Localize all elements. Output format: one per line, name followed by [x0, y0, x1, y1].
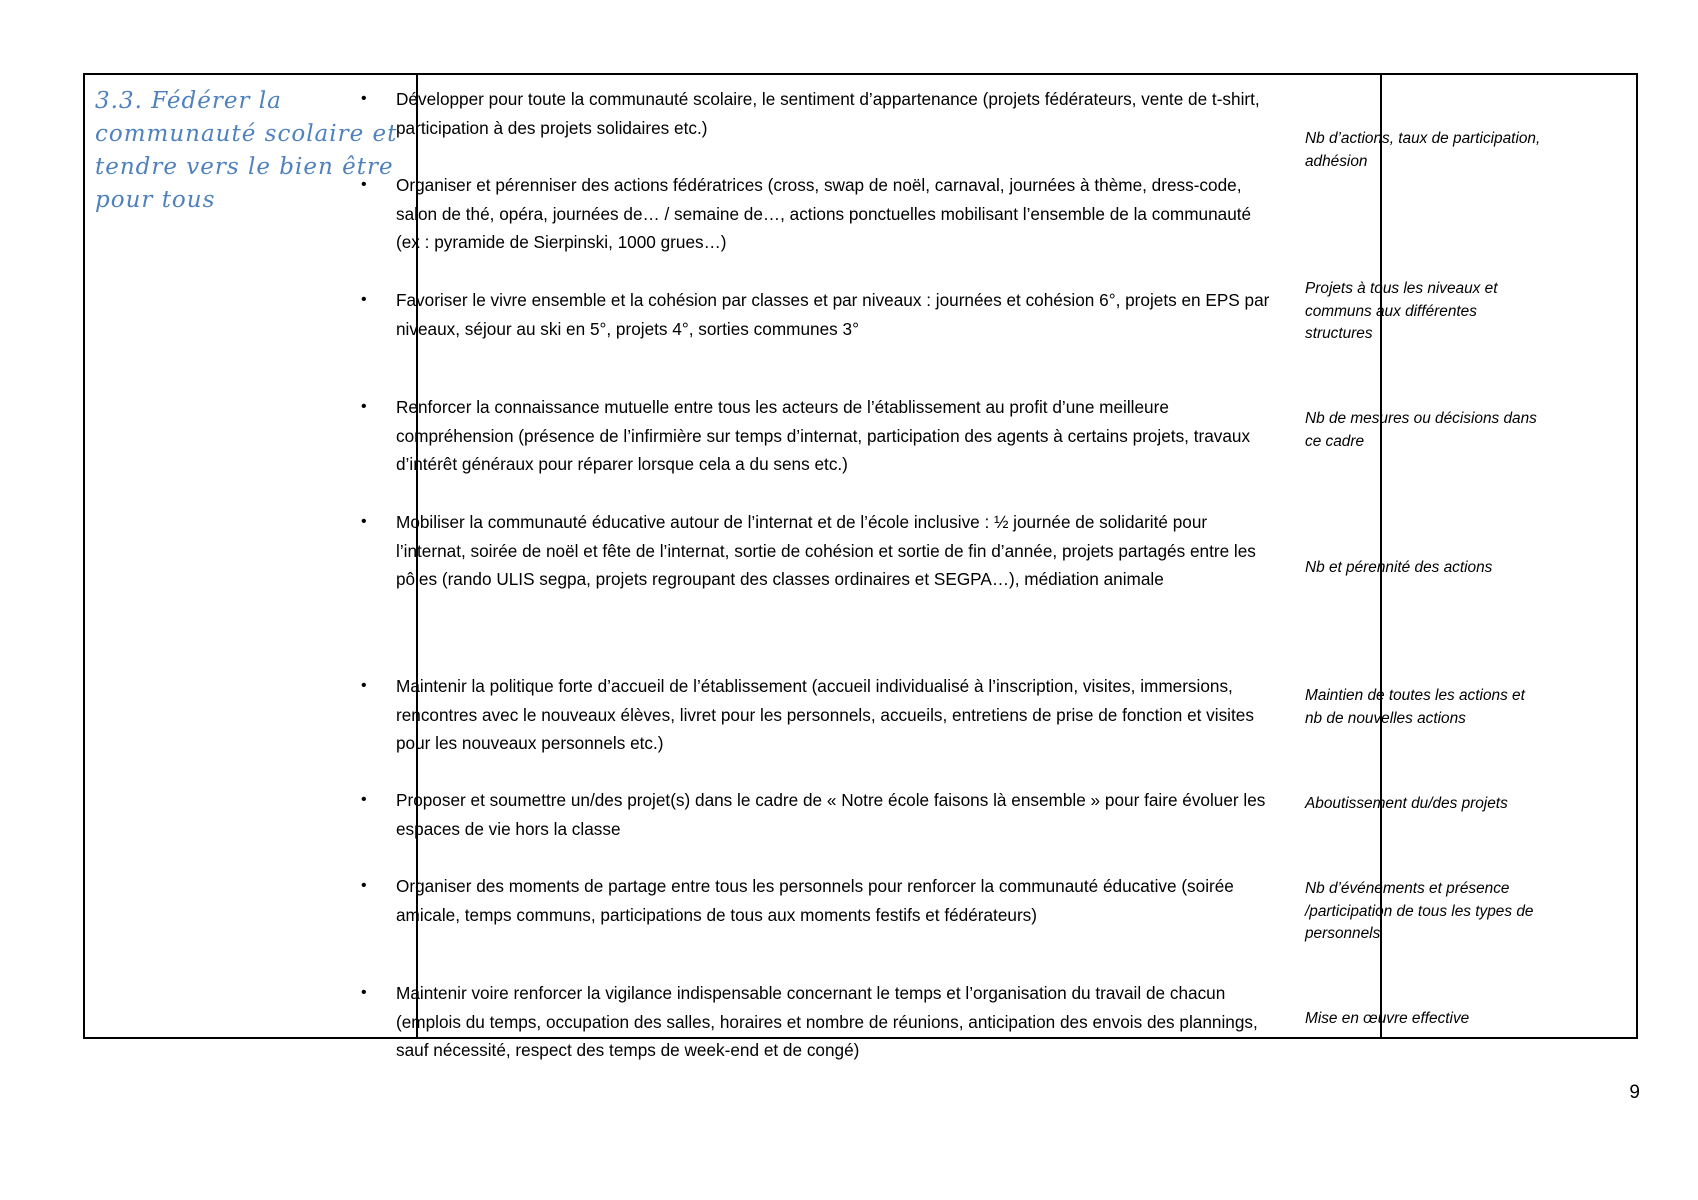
indicator-text: Projets à tous les niveaux et communs aux différentes structures — [1305, 280, 1498, 342]
indicator-text: Nb d’actions, taux de participation, adhésion — [1305, 130, 1541, 170]
bullet-icon: • — [361, 677, 367, 694]
action-item — [361, 672, 1276, 758]
action-text: Maintenir voire renforcer la vigilance indispensable concernant le temps et l’organisation du travail de chacun (emplois du temps, occupation des salles, horaires et nombre de réunions, anticipation des envois des plannings, sauf nécessité, respect des temps de week-end et de congé) — [396, 983, 1258, 1060]
action-text: Organiser et pérenniser des actions fédératrices (cross, swap de noël, carnaval, journées à thème, dress-code, salon de thé, opéra, journées de… / semaine de…, actions ponctuelles mobilisant l’ensemble de la communauté (ex : pyramide de Sierpinski, 1000 grues…) — [396, 175, 1252, 252]
bullet-icon: • — [361, 90, 367, 107]
action-text: Favoriser le vivre ensemble et la cohésion par classes et par niveaux : journées et cohésion 6°, projets en EPS par niveaux, séjour au ski en 5°, projets 4°, sorties communes 3° — [396, 290, 1270, 339]
action-text: Maintenir la politique forte d’accueil de l’établissement (accueil individualisé à l’inscription, visites, immersions, rencontres avec le nouveaux élèves, livret pour les personnels, accueils, entretiens de prise de fonction et visites pour les nouveaux personnels etc.) — [396, 676, 1254, 753]
bullet-icon: • — [361, 398, 367, 415]
bullet-icon: • — [361, 877, 367, 894]
action-item — [361, 786, 1276, 843]
action-item — [361, 508, 1276, 594]
indicator-text: Mise en œuvre effective — [1305, 1010, 1470, 1027]
action-item — [361, 393, 1276, 479]
action-item — [361, 872, 1276, 929]
bullet-icon: • — [361, 984, 367, 1001]
page-number: 9 — [1629, 1082, 1640, 1103]
action-item — [361, 85, 1276, 142]
bullet-icon: • — [361, 291, 367, 308]
action-text: Organiser des moments de partage entre tous les personnels pour renforcer la communauté éducative (soirée amicale, temps communs, participations de tous aux moments festifs et fédérateurs) — [396, 876, 1234, 925]
action-item — [361, 979, 1276, 1065]
axis-title: 3.3. Fédérer la communauté scolaire et tendre vers le bien être pour tous — [95, 88, 398, 213]
bullet-icon: • — [361, 176, 367, 193]
indicator-text: Nb de mesures ou décisions dans ce cadre — [1305, 410, 1537, 450]
action-text: Renforcer la connaissance mutuelle entre tous les acteurs de l’établissement au profit d’une meilleure compréhension (présence de l’infirmière sur temps d’internat, participation des agents à certains projets, travaux d’intérêt généraux pour réparer lorsque cela a du sens etc.) — [396, 397, 1251, 474]
bullet-icon: • — [361, 513, 367, 530]
indicator-text: Maintien de toutes les actions et nb de nouvelles actions — [1305, 687, 1525, 727]
indicator-text: Nb et pérennité des actions — [1305, 559, 1493, 576]
indicator-text: Nb d’événements et présence /participation de tous les types de personnels — [1305, 880, 1534, 942]
action-text: Mobiliser la communauté éducative autour de l’internat et de l’école inclusive : ½ journée de solidarité pour l’internat, soirée de noël et fête de l’internat, sortie de cohésion et sortie de fin d’année, projets partagés entre les pôles (rando ULIS segpa, projets regroupant des classes ordinaires et SEGPA…), médiation animale — [396, 512, 1256, 589]
bullet-icon: • — [361, 791, 367, 808]
action-text: Proposer et soumettre un/des projet(s) dans le cadre de « Notre école faisons là ensemble » pour faire évoluer les espaces de vie hors la classe — [396, 790, 1266, 839]
action-item — [361, 171, 1276, 257]
action-item — [361, 286, 1276, 343]
indicator-text: Aboutissement du/des projets — [1305, 795, 1508, 812]
action-text: Développer pour toute la communauté scolaire, le sentiment d’appartenance (projets fédérateurs, vente de t-shirt, participation à des projets solidaires etc.) — [396, 89, 1260, 138]
